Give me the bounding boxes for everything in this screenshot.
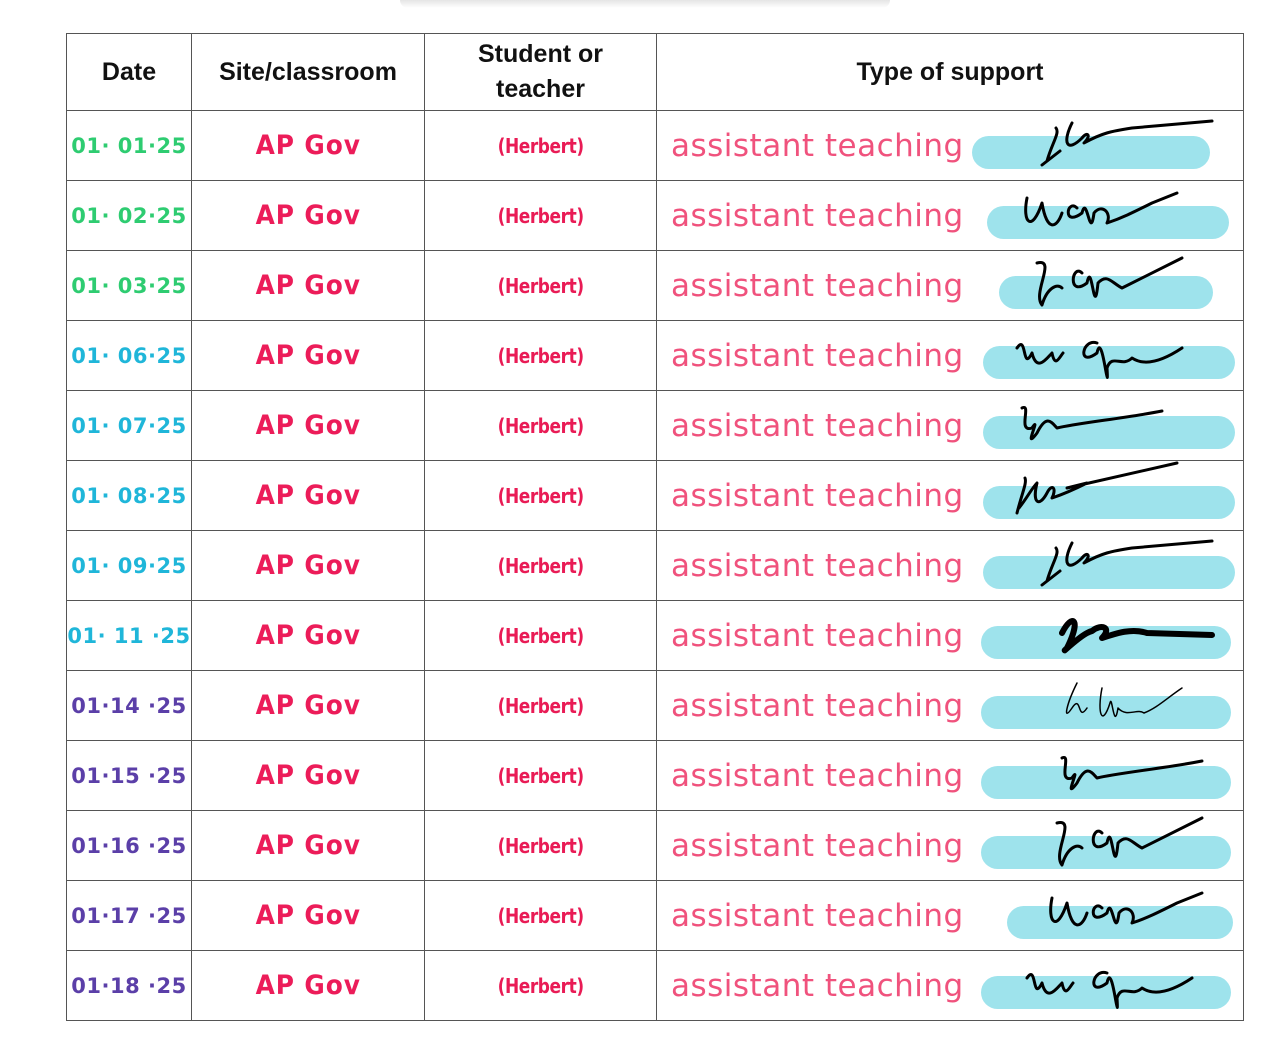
person-text: (Herbert): [497, 343, 584, 368]
support-cell: [657, 671, 1244, 741]
header-row: [67, 34, 1244, 111]
table-row: [67, 251, 1244, 321]
table-row: [67, 321, 1244, 391]
support-text: assistant teaching: [671, 127, 964, 164]
site-cell: [192, 601, 425, 671]
support-cell: [657, 951, 1244, 1021]
signature-icon: [987, 181, 1237, 251]
date-text: 01· 09·25: [71, 553, 187, 578]
site-text: AP Gov: [255, 620, 361, 651]
date-cell: [67, 531, 192, 601]
person-text: (Herbert): [497, 973, 584, 998]
header-person: [425, 34, 657, 111]
site-cell: [192, 811, 425, 881]
support-cell: [657, 881, 1244, 951]
date-cell: [67, 181, 192, 251]
date-cell: [67, 671, 192, 741]
date-text: 01·15 ·25: [71, 763, 187, 788]
date-text: 01· 02·25: [71, 203, 187, 228]
person-text: (Herbert): [497, 413, 584, 438]
signature-icon: [997, 531, 1244, 601]
date-cell: [67, 741, 192, 811]
site-text: AP Gov: [255, 270, 361, 301]
support-cell: [657, 251, 1244, 321]
date-cell: [67, 251, 192, 321]
site-cell: [192, 951, 425, 1021]
signature-icon: [1007, 601, 1244, 671]
date-cell: [67, 461, 192, 531]
signature-icon: [1017, 671, 1244, 741]
table-row: [67, 671, 1244, 741]
person-cell: [425, 671, 657, 741]
date-cell: [67, 951, 192, 1021]
support-cell: [657, 461, 1244, 531]
support-text: assistant teaching: [671, 267, 964, 304]
support-text: assistant teaching: [671, 827, 964, 864]
support-text: assistant teaching: [671, 617, 964, 654]
site-cell: [192, 531, 425, 601]
date-cell: [67, 881, 192, 951]
date-text: 01· 03·25: [71, 273, 187, 298]
person-cell: [425, 741, 657, 811]
site-text: AP Gov: [255, 340, 361, 371]
site-cell: [192, 111, 425, 181]
person-cell: [425, 811, 657, 881]
site-text: AP Gov: [255, 130, 361, 161]
table-row: [67, 181, 1244, 251]
person-text: (Herbert): [497, 203, 584, 228]
support-log-table: [66, 33, 1244, 1021]
person-text: (Herbert): [497, 133, 584, 158]
person-text: (Herbert): [497, 763, 584, 788]
date-text: 01·14 ·25: [71, 693, 187, 718]
support-cell: [657, 391, 1244, 461]
site-text: AP Gov: [255, 830, 361, 861]
table-row: [67, 951, 1244, 1021]
signature-icon: [997, 251, 1244, 321]
date-text: 01· 01·25: [71, 133, 187, 158]
person-text: (Herbert): [497, 693, 584, 718]
support-cell: [657, 181, 1244, 251]
header-date: Date: [67, 34, 192, 111]
page-top-shadow: [400, 0, 890, 8]
person-cell: [425, 181, 657, 251]
person-text: (Herbert): [497, 903, 584, 928]
signature-icon: [1017, 811, 1244, 881]
date-cell: [67, 811, 192, 881]
site-cell: [192, 391, 425, 461]
support-cell: [657, 111, 1244, 181]
header-site: Site/classroom: [192, 34, 425, 111]
date-text: 01· 11 ·25: [67, 623, 191, 648]
table-row: [67, 881, 1244, 951]
site-cell: [192, 741, 425, 811]
site-cell: [192, 181, 425, 251]
support-text: assistant teaching: [671, 337, 964, 374]
site-cell: [192, 461, 425, 531]
date-text: 01· 08·25: [71, 483, 187, 508]
signature-icon: [1012, 881, 1244, 951]
header-person-label: Student or teacher: [478, 40, 603, 103]
signature-icon: [992, 951, 1242, 1021]
date-cell: [67, 601, 192, 671]
person-cell: [425, 531, 657, 601]
support-text: assistant teaching: [671, 407, 964, 444]
support-text: assistant teaching: [671, 477, 964, 514]
signature-icon: [1022, 741, 1244, 811]
date-text: 01·18 ·25: [71, 973, 187, 998]
table-row: [67, 811, 1244, 881]
date-text: 01· 07·25: [71, 413, 187, 438]
support-text: assistant teaching: [671, 197, 964, 234]
support-cell: [657, 321, 1244, 391]
site-text: AP Gov: [255, 410, 361, 441]
table-row: [67, 531, 1244, 601]
person-text: (Herbert): [497, 273, 584, 298]
person-text: (Herbert): [497, 623, 584, 648]
site-cell: [192, 881, 425, 951]
site-text: AP Gov: [255, 760, 361, 791]
date-cell: [67, 321, 192, 391]
support-text: assistant teaching: [671, 757, 964, 794]
site-text: AP Gov: [255, 900, 361, 931]
date-cell: [67, 391, 192, 461]
site-text: AP Gov: [255, 200, 361, 231]
support-cell: [657, 811, 1244, 881]
table-row: [67, 741, 1244, 811]
site-cell: [192, 671, 425, 741]
person-cell: [425, 601, 657, 671]
person-cell: [425, 461, 657, 531]
person-text: (Herbert): [497, 833, 584, 858]
site-text: AP Gov: [255, 970, 361, 1001]
person-text: (Herbert): [497, 553, 584, 578]
table-row: [67, 111, 1244, 181]
support-text: assistant teaching: [671, 547, 964, 584]
support-text: assistant teaching: [671, 967, 964, 1004]
person-cell: [425, 951, 657, 1021]
site-text: AP Gov: [255, 480, 361, 511]
site-text: AP Gov: [255, 550, 361, 581]
signature-icon: [997, 111, 1244, 181]
person-cell: [425, 251, 657, 321]
support-text: assistant teaching: [671, 687, 964, 724]
table-row: [67, 391, 1244, 461]
date-text: 01· 06·25: [71, 343, 187, 368]
date-text: 01·17 ·25: [71, 903, 187, 928]
table-row: [67, 601, 1244, 671]
date-cell: [67, 111, 192, 181]
site-cell: [192, 251, 425, 321]
person-cell: [425, 881, 657, 951]
signature-icon: [982, 391, 1232, 461]
person-text: (Herbert): [497, 483, 584, 508]
support-cell: [657, 741, 1244, 811]
site-text: AP Gov: [255, 690, 361, 721]
support-cell: [657, 531, 1244, 601]
person-cell: [425, 391, 657, 461]
signature-icon: [982, 461, 1232, 531]
date-text: 01·16 ·25: [71, 833, 187, 858]
site-cell: [192, 321, 425, 391]
person-cell: [425, 111, 657, 181]
support-text: assistant teaching: [671, 897, 964, 934]
header-support: Type of support: [657, 34, 1244, 111]
table-row: [67, 461, 1244, 531]
person-cell: [425, 321, 657, 391]
support-cell: [657, 601, 1244, 671]
signature-icon: [982, 321, 1232, 391]
